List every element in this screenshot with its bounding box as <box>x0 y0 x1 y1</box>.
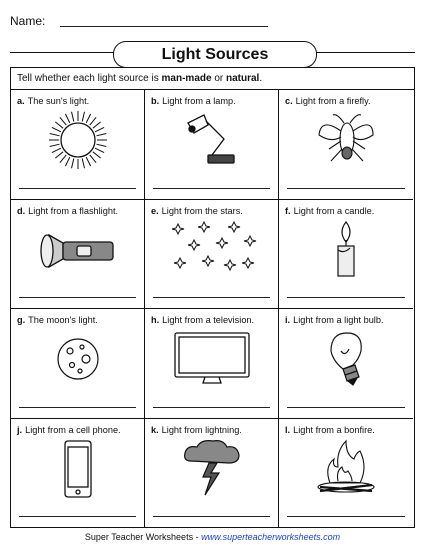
instructions-text: or <box>211 73 226 84</box>
light-bulb-icon <box>279 329 413 389</box>
item-cell <box>279 90 413 200</box>
answer-line[interactable] <box>287 407 405 408</box>
lightning-icon <box>145 439 278 499</box>
moon-icon <box>11 329 144 389</box>
item-text: Light from a television. <box>162 315 255 325</box>
answer-line[interactable] <box>287 188 405 189</box>
answer-line[interactable] <box>19 297 136 298</box>
item-cell <box>145 90 279 200</box>
footer <box>0 532 425 542</box>
item-letter: c. <box>285 96 293 106</box>
footer-url[interactable]: www.superteacherworksheets.com <box>201 532 341 542</box>
answer-line[interactable] <box>153 516 270 517</box>
answer-line[interactable] <box>153 188 270 189</box>
item-letter: l. <box>285 425 291 435</box>
bonfire-icon <box>279 439 413 499</box>
answer-line[interactable] <box>153 407 270 408</box>
item-cell <box>11 309 145 419</box>
name-label: Name: <box>10 14 46 28</box>
item-cell <box>145 309 279 419</box>
item-cell <box>145 419 279 527</box>
flashlight-icon <box>11 220 144 280</box>
item-cell <box>279 309 413 419</box>
item-label <box>17 206 118 216</box>
item-cell <box>279 200 413 309</box>
candle-icon <box>279 220 413 280</box>
answer-line[interactable] <box>287 516 405 517</box>
item-cell <box>279 419 413 527</box>
item-text: Light from lightning. <box>161 425 242 435</box>
item-text: Light from a cell phone. <box>25 425 121 435</box>
page-title: Light Sources <box>113 41 317 68</box>
lamp-icon <box>145 110 278 170</box>
item-label <box>285 425 375 435</box>
item-letter: h. <box>151 315 160 325</box>
television-icon <box>145 329 278 389</box>
item-label <box>285 206 374 216</box>
item-letter: d. <box>17 206 26 216</box>
cell-phone-icon <box>11 439 144 499</box>
stars-icon <box>145 220 278 280</box>
item-label <box>151 206 243 216</box>
item-letter: j. <box>17 425 23 435</box>
item-letter: f. <box>285 206 291 216</box>
answer-line[interactable] <box>19 407 136 408</box>
item-cell <box>11 200 145 309</box>
item-letter: a. <box>17 96 25 106</box>
item-label <box>17 425 121 435</box>
item-letter: g. <box>17 315 26 325</box>
item-letter: i. <box>285 315 291 325</box>
item-text: Light from the stars. <box>161 206 243 216</box>
item-text: The sun's light. <box>27 96 90 106</box>
item-cell <box>11 90 145 200</box>
worksheet-grid <box>10 67 415 528</box>
item-label <box>17 315 98 325</box>
item-text: Light from a firefly. <box>295 96 371 106</box>
item-text: Light from a lamp. <box>162 96 236 106</box>
item-label <box>285 315 384 325</box>
instructions-text: . <box>259 73 263 84</box>
answer-line[interactable] <box>287 297 405 298</box>
answer-line[interactable] <box>153 297 270 298</box>
name-field[interactable] <box>60 26 268 27</box>
footer-brand: Super Teacher Worksheets - <box>84 532 202 542</box>
item-letter: b. <box>151 96 160 106</box>
item-label <box>17 96 89 106</box>
instructions-text: Tell whether each light source is <box>17 73 162 84</box>
option-man-made: man-made <box>161 73 212 84</box>
item-label <box>151 425 242 435</box>
answer-line[interactable] <box>19 516 136 517</box>
item-text: Light from a candle. <box>293 206 375 216</box>
item-text: The moon's light. <box>28 315 98 325</box>
item-cell <box>145 200 279 309</box>
item-text: Light from a light bulb. <box>293 315 384 325</box>
item-label <box>151 96 236 106</box>
item-label <box>285 96 371 106</box>
item-text: Light from a bonfire. <box>293 425 375 435</box>
item-label <box>151 315 254 325</box>
instructions <box>11 68 414 90</box>
option-natural: natural <box>226 73 260 84</box>
item-letter: k. <box>151 425 159 435</box>
answer-line[interactable] <box>19 188 136 189</box>
item-text: Light from a flashlight. <box>28 206 119 216</box>
sun-icon <box>11 110 144 170</box>
firefly-icon <box>279 110 413 170</box>
item-letter: e. <box>151 206 159 216</box>
item-cell <box>11 419 145 527</box>
